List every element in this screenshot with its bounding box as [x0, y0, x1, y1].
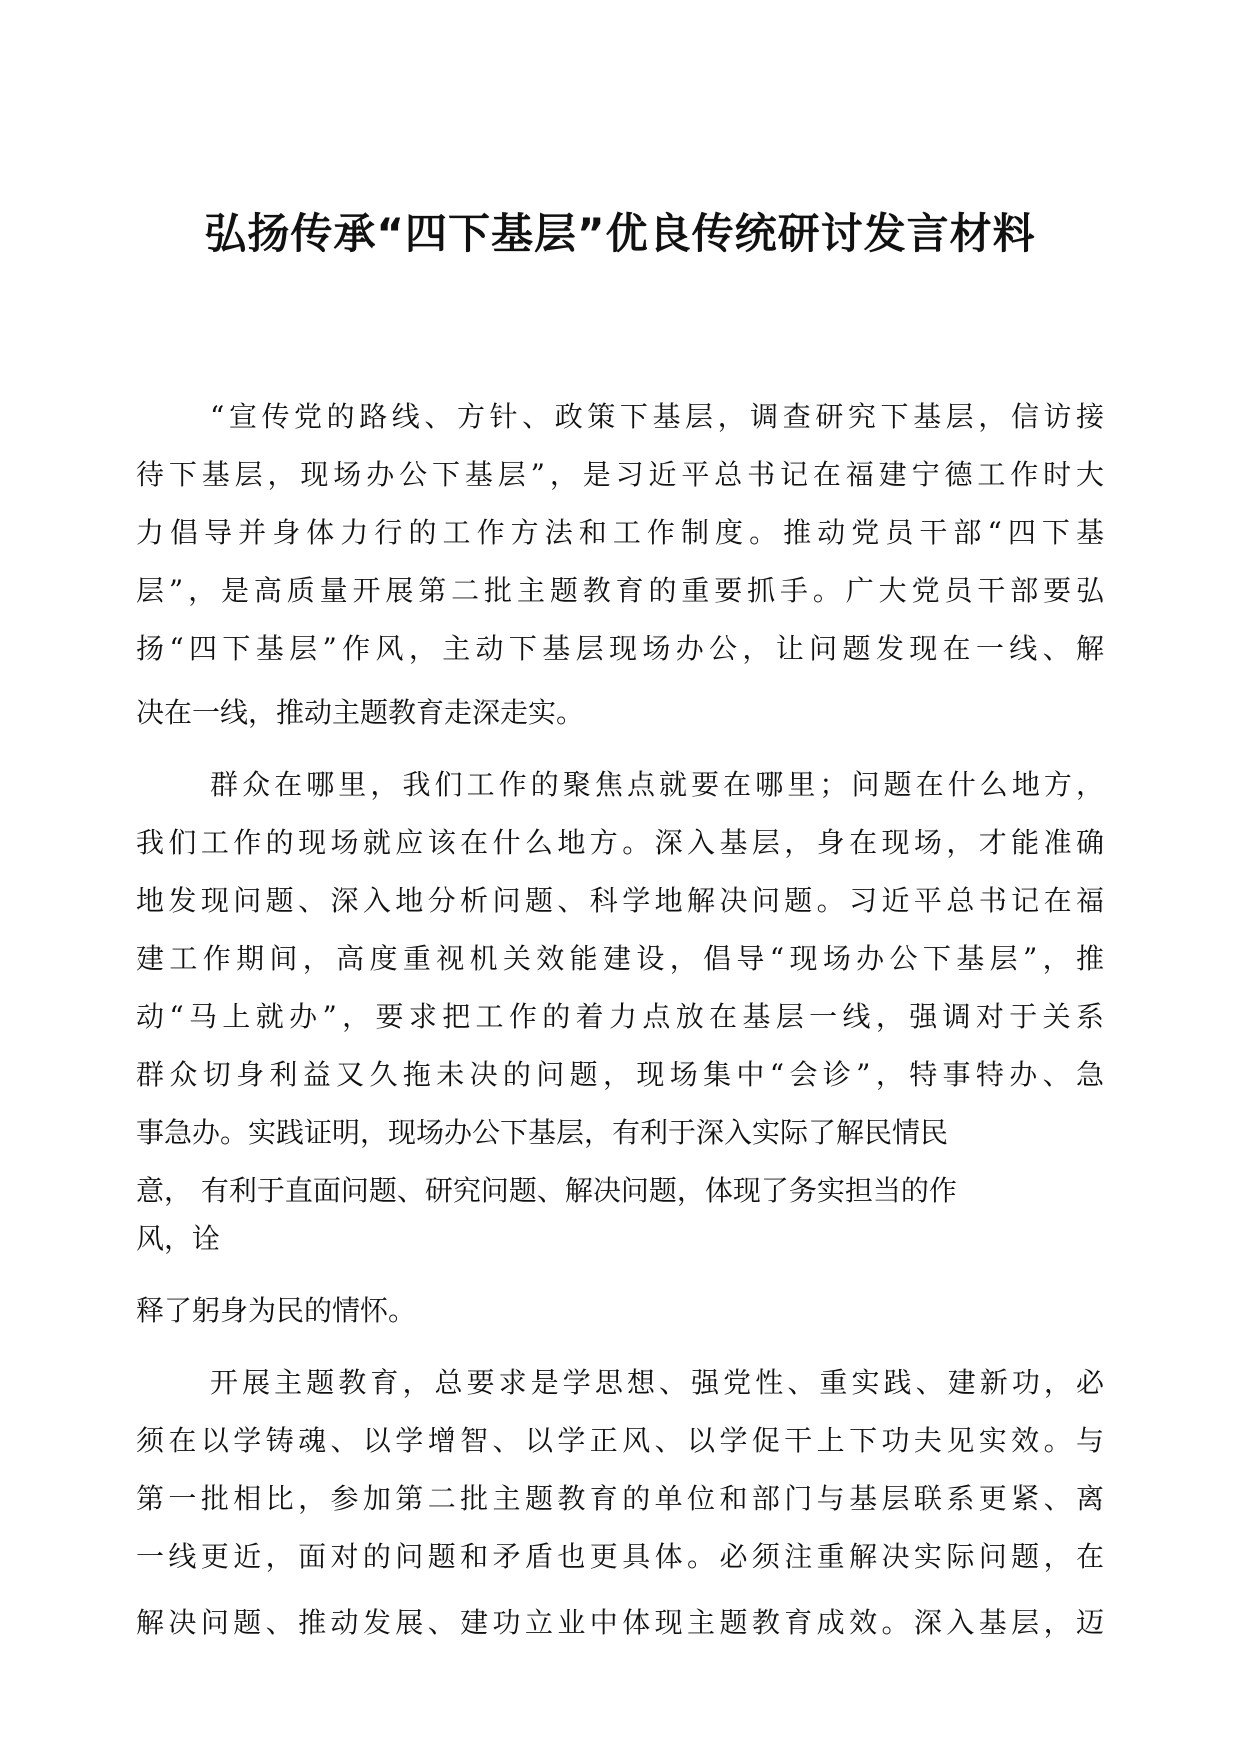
paragraph-line: 决在一线，推动主题教育走深走实。 [136, 696, 585, 729]
paragraph-3 [136, 1354, 1104, 1652]
paragraph-1 [136, 388, 1104, 742]
paragraph-line: 待下基层，现场办公下基层”，是习近平总书记在福建宁德工作时大 [136, 458, 1104, 491]
paragraph-line: 一线更近，面对的问题和矛盾也更具体。必须注重解决实际问题，在 [136, 1540, 1104, 1573]
paragraph-line: 地发现问题、深入地分析问题、科学地解决问题。习近平总书记在福 [136, 884, 1104, 917]
paragraph-line: 力倡导并身体力行的工作方法和工作制度。推动党员干部“四下基 [136, 516, 1104, 549]
paragraph-line: 群众在哪里，我们工作的聚焦点就要在哪里；问题在什么地方， [210, 768, 1104, 801]
paragraph-line: 释了躬身为民的情怀。 [136, 1294, 417, 1327]
paragraph-line: 动“马上就办”，要求把工作的着力点放在基层一线，强调对于关系 [136, 1000, 1104, 1033]
paragraph-line: 解决问题、推动发展、建功立业中体现主题教育成效。深入基层，迈 [136, 1606, 1104, 1639]
paragraph-line: 群众切身利益又久拖未决的问题，现场集中“会诊”，特事特办、急 [136, 1058, 1104, 1091]
paragraph-line: 我们工作的现场就应该在什么地方。深入基层，身在现场，才能准确 [136, 826, 1104, 859]
document-body [136, 388, 1104, 1652]
paragraph-2 [136, 756, 1104, 1340]
paragraph-line: 建工作期间，高度重视机关效能建设，倡导“现场办公下基层”，推 [136, 942, 1104, 975]
paragraph-line: 意， 有利于直面问题、研究问题、解决问题，体现了务实担当的作 [136, 1174, 957, 1207]
paragraph-line: 须在以学铸魂、以学增智、以学正风、以学促干上下功夫见实效。与 [136, 1424, 1104, 1457]
document-title: 弘扬传承“四下基层”优良传统研讨发言材料 [204, 209, 1036, 258]
paragraph-line: 层”，是高质量开展第二批主题教育的重要抓手。广大党员干部要弘 [136, 574, 1104, 607]
paragraph-line: 风，诠 [136, 1222, 221, 1255]
paragraph-line: 第一批相比，参加第二批主题教育的单位和部门与基层联系更紧、离 [136, 1482, 1104, 1515]
paragraph-line: “宣传党的路线、方针、政策下基层，调查研究下基层，信访接 [210, 400, 1104, 433]
paragraph-line: 开展主题教育，总要求是学思想、强党性、重实践、建新功，必 [210, 1366, 1104, 1399]
paragraph-line: 事急办。实践证明，现场办公下基层，有利于深入实际了解民情民 [136, 1116, 949, 1149]
paragraph-line: 扬“四下基层”作风，主动下基层现场办公，让问题发现在一线、解 [136, 632, 1104, 665]
